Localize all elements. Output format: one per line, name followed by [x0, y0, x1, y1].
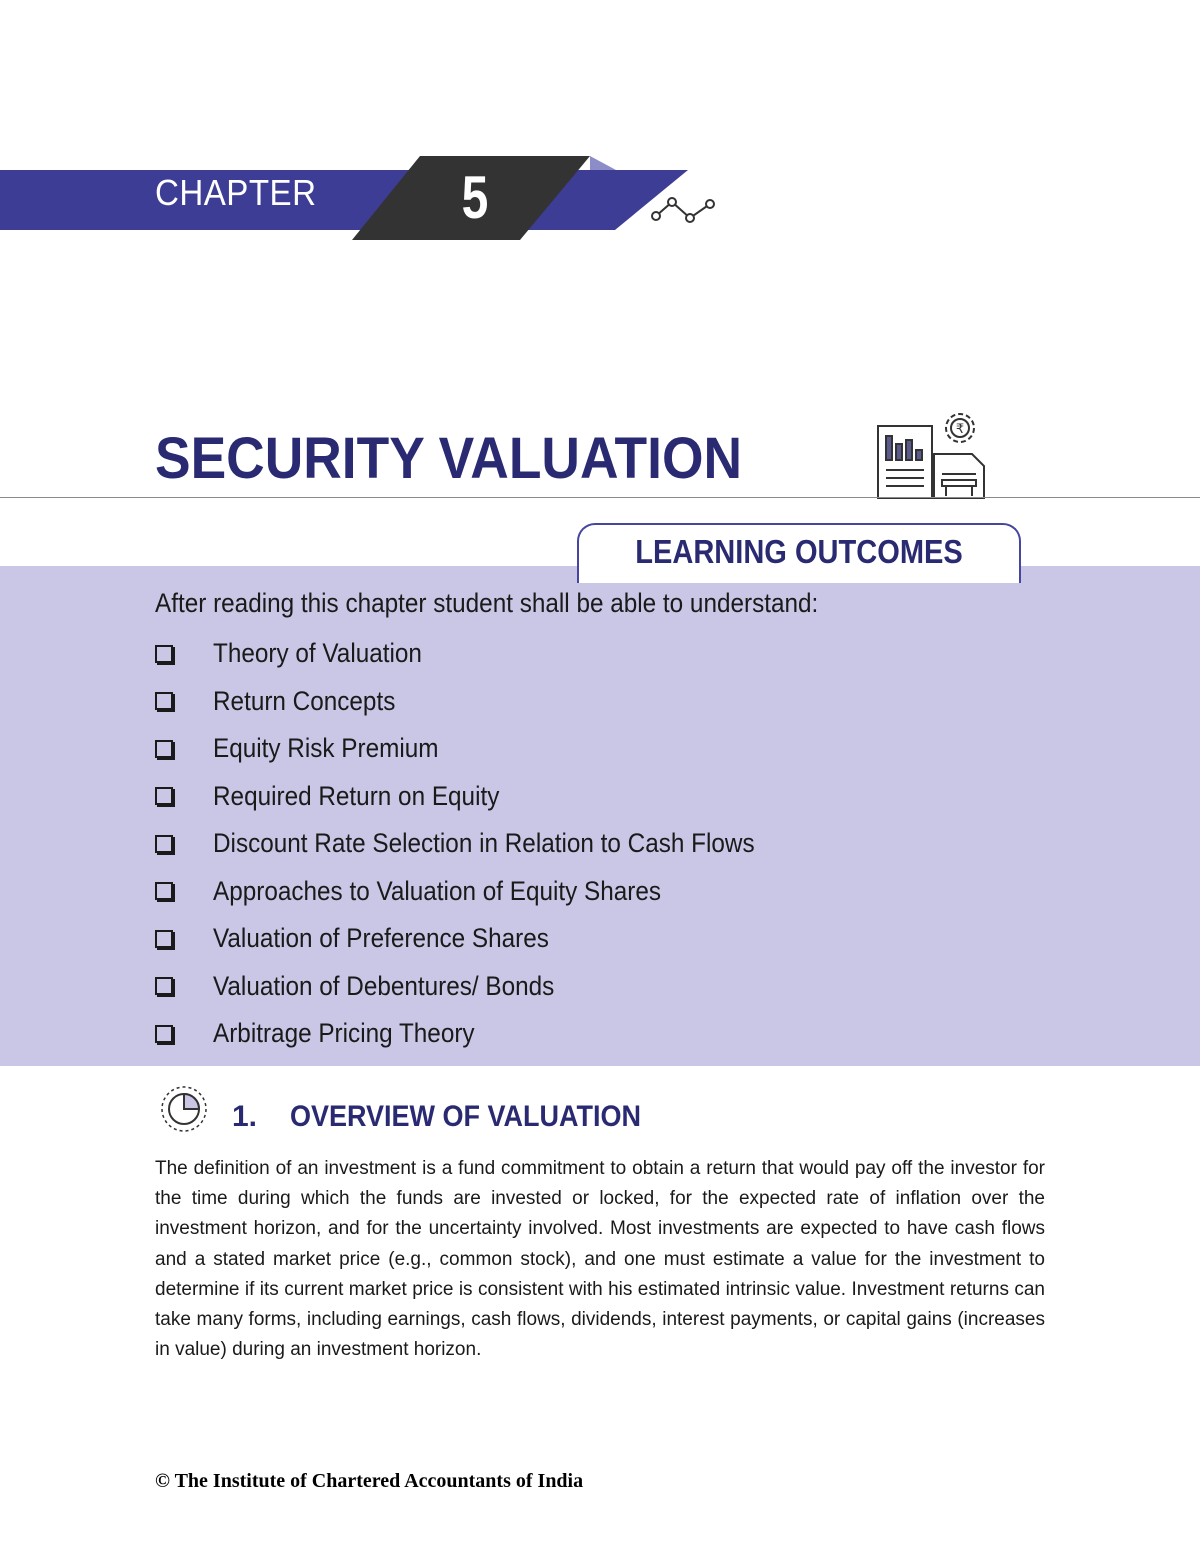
checkbox-icon [155, 787, 173, 805]
chapter-banner [0, 150, 760, 250]
chapter-number: 5 [461, 164, 489, 231]
list-item: Required Return on Equity [155, 773, 815, 821]
list-item: Return Concepts [155, 678, 815, 726]
learning-outcomes-heading: LEARNING OUTCOMES [635, 533, 963, 570]
list-item: Arbitrage Pricing Theory [155, 1010, 815, 1058]
line-chart-icon [652, 198, 714, 222]
page-title: SECURITY VALUATION [155, 426, 742, 491]
learning-outcomes-list [155, 630, 815, 1058]
title-divider [0, 497, 1200, 498]
checkbox-icon [155, 1025, 173, 1043]
checkbox-icon [155, 740, 173, 758]
list-item: Discount Rate Selection in Relation to Cash Flows [155, 820, 815, 868]
list-item: Equity Risk Premium [155, 725, 815, 773]
checkbox-icon [155, 692, 173, 710]
footer-copyright: © The Institute of Chartered Accountants of India [155, 1470, 584, 1492]
checkbox-icon [155, 930, 173, 948]
list-item: Valuation of Preference Shares [155, 915, 815, 963]
checkbox-icon [155, 882, 173, 900]
learning-outcomes-intro: After reading this chapter student shall be able to understand: [155, 588, 819, 618]
list-item: Theory of Valuation [155, 630, 815, 678]
clock-pie-icon [158, 1085, 214, 1133]
chapter-label: CHAPTER [155, 172, 317, 213]
section-number: 1. [232, 1100, 258, 1133]
section-body: The definition of an investment is a fund commitment to obtain a return that would pay off the investor for the time during which the funds are invested or locked, for the expected rate of inflation over the investment horizon, and for the uncertainty involved. Most investments are expected to have cash flows and a stated market price (e.g., common stock), and one must estimate a value for the investment to determine if its current market price is consistent with his estimated intrinsic value. Investment returns can take many forms, including earnings, cash flows, dividends, interest payments, or capital gains (increases in value) during an investment horizon. [155, 1158, 1045, 1361]
report-gear-icon [872, 408, 988, 502]
svg-text:₹: ₹ [955, 422, 965, 437]
list-item: Valuation of Debentures/ Bonds [155, 963, 815, 1011]
checkbox-icon [155, 835, 173, 853]
checkbox-icon [155, 977, 173, 995]
checkbox-icon [155, 645, 173, 663]
list-item: Approaches to Valuation of Equity Shares [155, 868, 815, 916]
section-title: OVERVIEW OF VALUATION [290, 1100, 642, 1133]
